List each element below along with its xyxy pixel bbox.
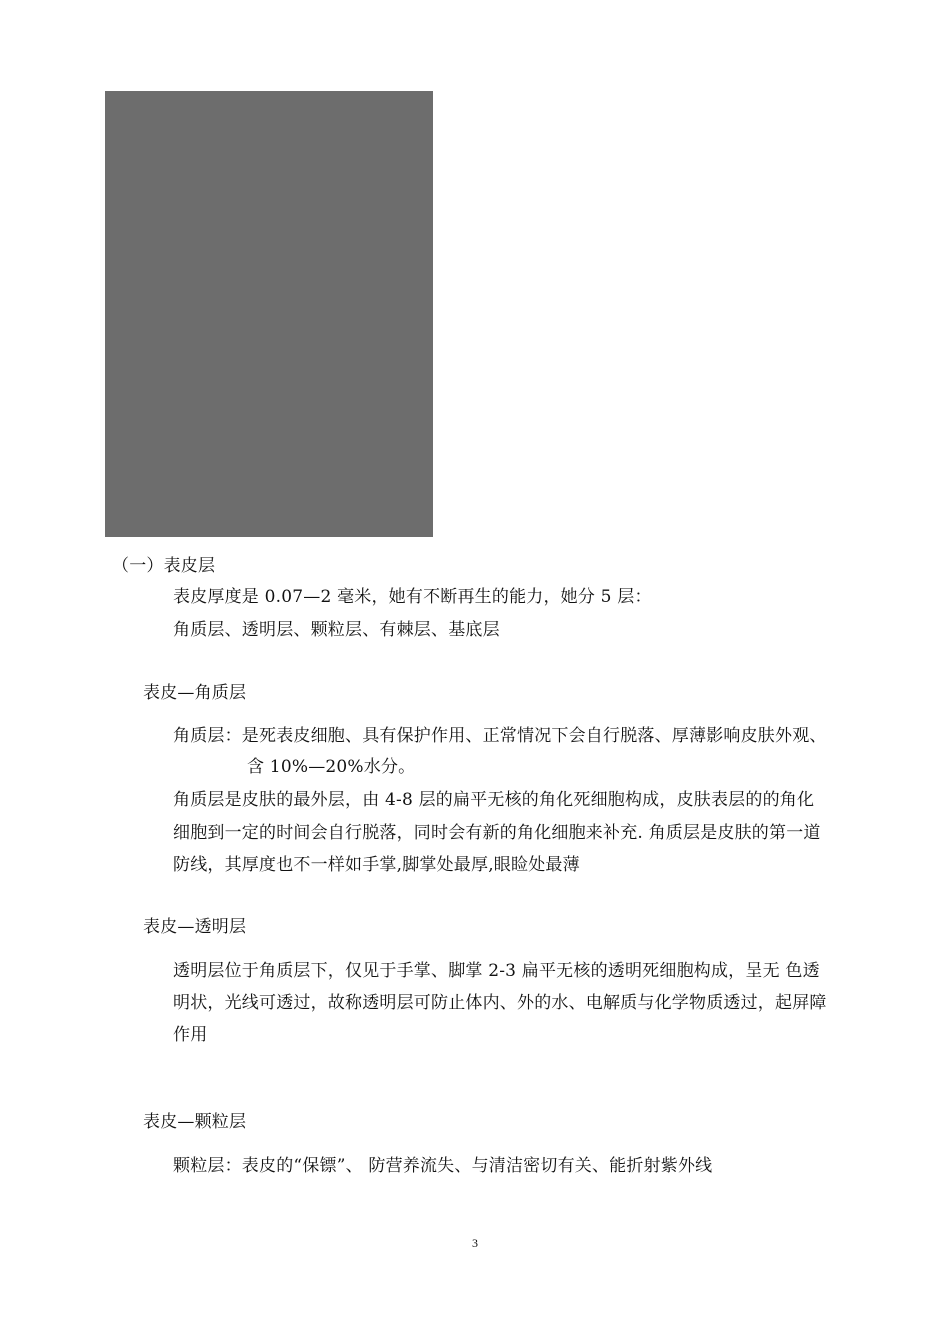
intro-line-1: 表皮厚度是 0.07—2 毫米，她有不断再生的能力，她分 5 层： xyxy=(173,587,652,607)
stratum-lucidum-line-2: 明状，光线可透过，故称透明层可防止体内、外的水、电解质与化学物质透过，起屏障 xyxy=(173,993,827,1013)
page-number: 3 xyxy=(472,1236,478,1250)
stratum-corneum-detail-2: 细胞到一定的时间会自行脱落，同时会有新的角化细胞来补充. 角质层是皮肤的第一道 xyxy=(173,823,821,843)
stratum-corneum-summary-1: 角质层：是死表皮细胞、具有保护作用、正常情况下会自行脱落、厚薄影响皮肤外观、 xyxy=(173,726,827,746)
figure-placeholder-image xyxy=(105,91,433,537)
stratum-lucidum-line-1: 透明层位于角质层下，仅见于手掌、脚掌 2-3 扁平无核的透明死细胞构成，呈无 色透 xyxy=(173,961,820,981)
stratum-corneum-summary-2: 含 10%—20%水分。 xyxy=(247,757,416,777)
stratum-granulosum-heading: 表皮—颗粒层 xyxy=(143,1112,247,1132)
stratum-corneum-detail-1: 角质层是皮肤的最外层，由 4-8 层的扁平无核的角化死细胞构成，皮肤表层的的角化 xyxy=(173,790,815,810)
stratum-granulosum-line-1: 颗粒层：表皮的“保镖”、 防营养流失、与清洁密切有关、能折射紫外线 xyxy=(173,1156,713,1176)
intro-line-2: 角质层、透明层、颗粒层、有棘层、基底层 xyxy=(173,620,500,640)
stratum-corneum-heading: 表皮—角质层 xyxy=(143,683,247,703)
stratum-corneum-detail-3: 防线，其厚度也不一样如手掌,脚掌处最厚,眼睑处最薄 xyxy=(173,855,580,875)
stratum-lucidum-line-3: 作用 xyxy=(173,1025,208,1045)
stratum-lucidum-heading: 表皮—透明层 xyxy=(143,917,247,937)
section-heading: （一）表皮层 xyxy=(112,556,216,576)
